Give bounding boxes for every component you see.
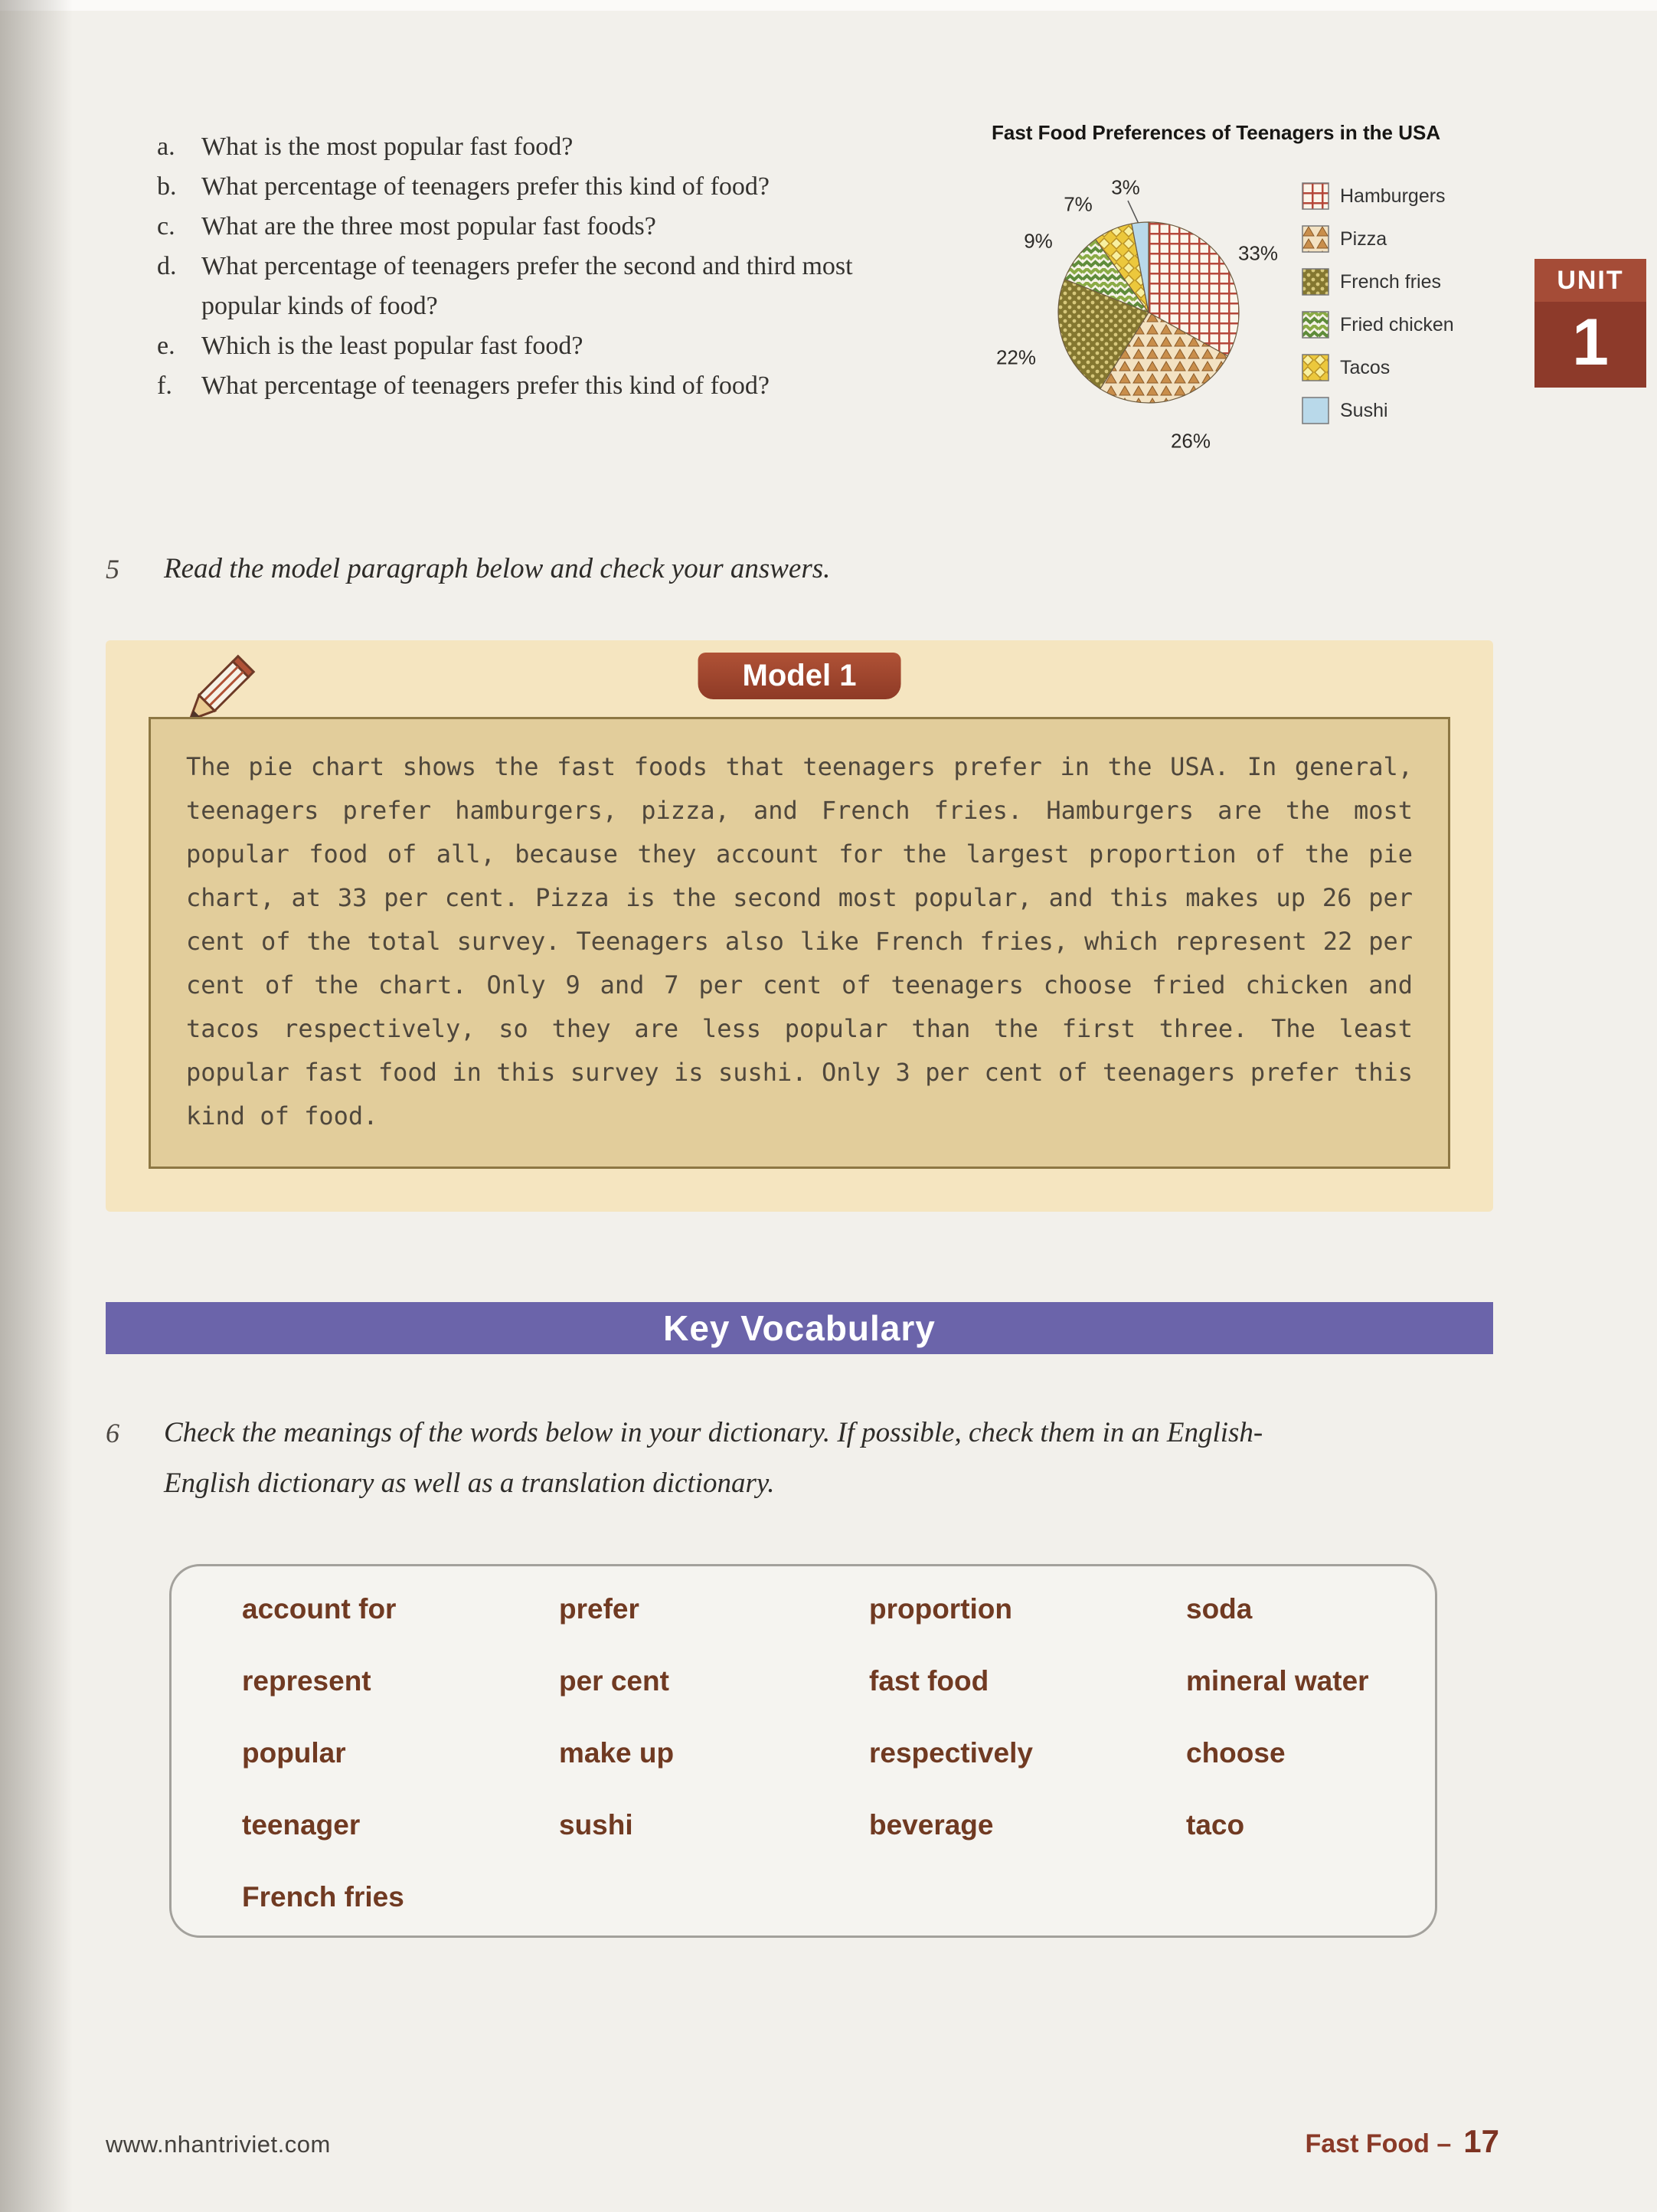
- question-text: Which is the least popular fast food?: [201, 332, 583, 360]
- legend-item-hamburgers: [1302, 182, 1454, 210]
- question-e: [157, 326, 938, 366]
- question-c: [157, 207, 938, 247]
- legend-label: Sushi: [1340, 399, 1388, 421]
- vocab-word: make up: [559, 1737, 675, 1769]
- unit-number: 1: [1534, 302, 1646, 388]
- label-leader-line: [1128, 201, 1139, 224]
- legend-swatch-hamburgers: [1302, 182, 1329, 210]
- legend-item-pizza: [1302, 225, 1454, 253]
- key-vocabulary-title: Key Vocabulary: [663, 1308, 936, 1348]
- legend-swatch-pizza: [1302, 225, 1329, 253]
- legend-label: French fries: [1340, 270, 1441, 293]
- model-title-tab: [698, 653, 901, 699]
- question-letter: c.: [157, 212, 175, 241]
- exercise-text: Read the model paragraph below and check your answers.: [164, 553, 831, 584]
- legend-label: Fried chicken: [1340, 313, 1454, 335]
- exercise-6-instruction: [106, 1408, 1263, 1509]
- question-letter: b.: [157, 172, 177, 201]
- legend-label: Hamburgers: [1340, 185, 1446, 207]
- legend-item-fried-chicken: [1302, 311, 1454, 339]
- question-letter: d.: [157, 252, 177, 280]
- question-text: What percentage of teenagers prefer this kind of food?: [201, 371, 770, 400]
- footer-right: [1305, 2123, 1499, 2160]
- legend-item-sushi: [1302, 397, 1454, 424]
- question-text: What percentage of teenagers prefer this kind of food?: [201, 172, 770, 201]
- exercise-text: [164, 1408, 1263, 1509]
- exercise-text-line1: Check the meanings of the words below in your dictionary. If possible, check them in an English-: [164, 1417, 1263, 1448]
- question-text: What percentage of teenagers prefer the second and third most popular kinds of food?: [201, 252, 853, 320]
- model-paragraph: The pie chart shows the fast foods that teenagers prefer in the USA. In general, teenagers prefer hamburgers, pizza, and French fries. Hamburgers are the most popular food of all, because they account for the largest proportion of the pie chart, at 33 per cent. Pizza is the second most popular, and this makes up 26 per cent of the total survey. Teenagers also like French fries, which represent 22 per cent of the chart. Only 9 and 7 per cent of teenagers choose fried chicken and tacos respectively, so they are less popular than the first three. The least popular fast food in this survey is sushi. Only 3 per cent of teenagers prefer this kind of food.: [186, 752, 1413, 1131]
- pie-chart: [995, 175, 1279, 453]
- slice-label-pizza: 26%: [1170, 429, 1211, 453]
- legend-swatch-sushi: [1302, 397, 1329, 424]
- legend-swatch-tacos: [1302, 354, 1329, 381]
- vocab-word: prefer: [559, 1593, 639, 1625]
- question-letter: f.: [157, 371, 172, 400]
- question-letter: e.: [157, 332, 175, 360]
- legend-swatch-fried-chicken: [1302, 311, 1329, 339]
- vocab-word: represent: [242, 1665, 371, 1697]
- exercise-number: 5: [106, 554, 119, 584]
- vocab-column-1: [242, 1592, 404, 1914]
- question-text: What is the most popular fast food?: [201, 133, 574, 161]
- model-paragraph-panel: [149, 717, 1450, 1169]
- chapter-title: Fast Food –: [1305, 2129, 1452, 2158]
- question-letter: a.: [157, 133, 175, 161]
- vocab-word: respectively: [869, 1737, 1033, 1769]
- vocab-word: taco: [1186, 1809, 1245, 1841]
- slice-label-hamburgers: 33%: [1237, 241, 1279, 265]
- legend-label: Tacos: [1340, 356, 1391, 378]
- exercise-5-instruction: [106, 544, 830, 594]
- exercise-number: 6: [106, 1418, 119, 1448]
- question-a: [157, 127, 938, 167]
- question-f: [157, 366, 938, 406]
- page-footer: [106, 2123, 1499, 2165]
- vocab-word: proportion: [869, 1593, 1013, 1625]
- vocab-word: account for: [242, 1593, 397, 1625]
- slice-label-fried-chicken: 9%: [1024, 229, 1053, 253]
- legend-item-tacos: [1302, 354, 1454, 381]
- exercise-text-line2: English dictionary as well as a translation dictionary.: [164, 1468, 775, 1499]
- legend-label: Pizza: [1340, 227, 1387, 250]
- vocab-word: choose: [1186, 1737, 1286, 1769]
- chart-legend: [1302, 182, 1454, 424]
- unit-label: UNIT: [1534, 259, 1646, 302]
- vocab-column-3: [869, 1592, 1033, 1842]
- unit-tab: [1534, 259, 1646, 388]
- key-vocabulary-banner: [106, 1302, 1493, 1354]
- vocab-word: sushi: [559, 1809, 633, 1841]
- pie-chart-svg: [1049, 213, 1248, 412]
- legend-item-french-fries: [1302, 268, 1454, 296]
- slice-label-tacos: 7%: [1064, 192, 1093, 216]
- slice-label-french-fries: 22%: [995, 345, 1037, 369]
- vocab-word: French fries: [242, 1881, 404, 1913]
- question-b: [157, 167, 938, 207]
- vocab-word: popular: [242, 1737, 346, 1769]
- legend-swatch-french-fries: [1302, 268, 1329, 296]
- questions-list: [157, 127, 938, 406]
- page-number: 17: [1463, 2123, 1499, 2159]
- vocab-word: fast food: [869, 1665, 989, 1697]
- publisher-website: www.nhantriviet.com: [106, 2131, 331, 2158]
- page-top-edge: [0, 0, 1657, 11]
- question-d: [157, 247, 938, 326]
- chart-title: Fast Food Preferences of Teenagers in the USA: [992, 121, 1441, 144]
- vocab-word: mineral water: [1186, 1665, 1369, 1697]
- vocab-word: per cent: [559, 1665, 669, 1697]
- vocab-word: beverage: [869, 1809, 994, 1841]
- model-box: [106, 640, 1493, 1212]
- vocab-column-4: [1186, 1592, 1369, 1842]
- book-spine-shadow: [0, 0, 73, 2212]
- vocab-word: soda: [1186, 1593, 1253, 1625]
- vocabulary-box: [169, 1564, 1437, 1938]
- vocab-word: teenager: [242, 1809, 361, 1841]
- vocab-column-2: [559, 1592, 674, 1842]
- pie-chart-block: [992, 115, 1612, 475]
- question-text: What are the three most popular fast foods?: [201, 212, 656, 241]
- slice-label-sushi: 3%: [1111, 175, 1140, 199]
- model-title: Model 1: [742, 659, 857, 692]
